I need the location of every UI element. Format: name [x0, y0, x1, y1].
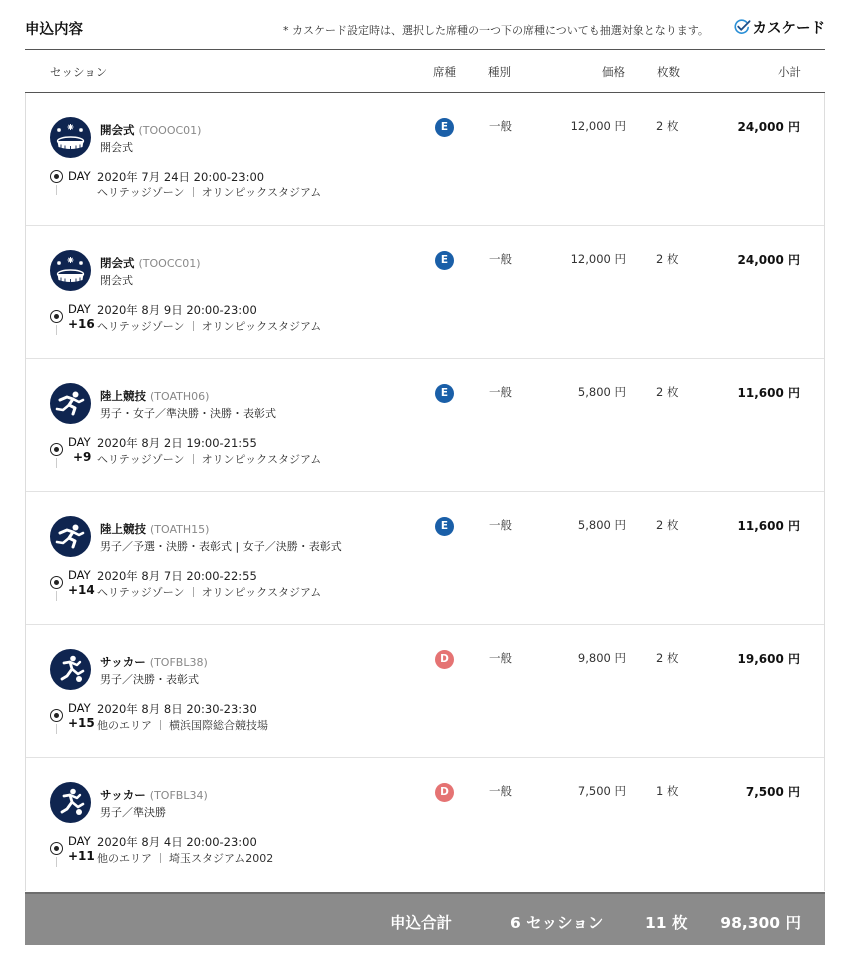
venue-zone: ヘリテッジゾーン	[97, 586, 185, 599]
cascade-label: カスケード	[752, 20, 825, 37]
venue-separator	[193, 454, 194, 464]
ticket-qty: 2 枚	[656, 651, 679, 665]
session-venue	[97, 451, 321, 467]
session-name	[100, 787, 208, 803]
application-table	[25, 93, 825, 891]
summary-sessions: 6 セッション	[510, 914, 604, 932]
ticket-qty: 1 枚	[656, 784, 679, 798]
venue-zone: ヘリテッジゾーン	[97, 453, 185, 466]
day-offset: +9	[73, 450, 92, 464]
football-icon	[50, 649, 91, 690]
row-subtotal: 11,600 円	[737, 519, 800, 533]
athletics-icon	[50, 383, 91, 424]
session-name	[100, 654, 208, 670]
session-datetime: 2020年 8月 4日 20:00-23:00	[97, 835, 257, 849]
session-description: 男子／準決勝	[100, 806, 166, 819]
seat-badge: E	[435, 118, 454, 137]
cascade-note: * カスケード設定時は、選択した席種の一つ下の席種についても抽選対象となります。	[283, 24, 709, 37]
ticket-price: 12,000 円	[570, 252, 626, 266]
day-offset: +15	[68, 716, 95, 730]
venue-separator	[160, 720, 161, 730]
session-name	[100, 388, 209, 404]
seat-badge: E	[435, 251, 454, 270]
col-qty: 枚数	[657, 65, 680, 79]
session-code: (TOOCC01)	[138, 257, 201, 270]
ticket-type: 一般	[489, 651, 512, 665]
session-description: 開会式	[100, 141, 133, 154]
session-radio[interactable]	[50, 842, 63, 855]
session-title: 閉会式	[100, 256, 135, 270]
day-offset: +14	[68, 583, 95, 597]
table-row	[26, 93, 824, 226]
session-name	[100, 122, 201, 138]
ticket-qty: 2 枚	[656, 252, 679, 266]
session-venue	[97, 717, 268, 733]
venue-separator	[193, 321, 194, 331]
day-label: DAY	[68, 568, 91, 582]
ticket-price: 12,000 円	[570, 119, 626, 133]
session-radio[interactable]	[50, 443, 63, 456]
col-seat: 席種	[433, 65, 456, 79]
session-datetime: 2020年 8月 8日 20:30-23:30	[97, 702, 257, 716]
table-row	[26, 625, 824, 758]
session-title: サッカー	[100, 788, 146, 802]
row-subtotal: 24,000 円	[737, 120, 800, 134]
session-code: (TOFBL34)	[149, 789, 208, 802]
session-datetime: 2020年 7月 24日 20:00-23:00	[97, 170, 265, 184]
ticket-qty: 2 枚	[656, 119, 679, 133]
venue-name: オリンピックスタジアム	[201, 453, 322, 466]
session-name	[100, 521, 209, 537]
session-radio[interactable]	[50, 576, 63, 589]
col-session: セッション	[50, 65, 108, 79]
venue-name: オリンピックスタジアム	[201, 320, 322, 333]
football-icon	[50, 782, 91, 823]
radio-tick	[56, 857, 57, 867]
row-subtotal: 24,000 円	[737, 253, 800, 267]
summary-label: 申込合計	[390, 914, 453, 932]
ticket-type: 一般	[489, 518, 512, 532]
summary-total: 98,300 円	[720, 914, 801, 932]
cascade-toggle[interactable]	[733, 17, 826, 37]
session-radio[interactable]	[50, 170, 63, 183]
ceremony-icon	[50, 117, 91, 158]
day-label: DAY	[68, 701, 91, 715]
day-label: DAY	[68, 169, 91, 183]
session-datetime: 2020年 8月 2日 19:00-21:55	[97, 436, 257, 450]
session-radio[interactable]	[50, 709, 63, 722]
session-description: 男子／予選・決勝・表彰式 | 女子／決勝・表彰式	[100, 540, 342, 553]
ticket-type: 一般	[489, 119, 512, 133]
session-code: (TOFBL38)	[149, 656, 208, 669]
session-name	[100, 255, 201, 271]
ticket-qty: 2 枚	[656, 518, 679, 532]
row-subtotal: 7,500 円	[745, 785, 800, 799]
radio-tick	[56, 591, 57, 601]
page-title: 申込内容	[25, 22, 83, 38]
ticket-type: 一般	[489, 252, 512, 266]
venue-name: オリンピックスタジアム	[201, 586, 322, 599]
row-subtotal: 19,600 円	[737, 652, 800, 666]
venue-zone: ヘリテッジゾーン	[97, 320, 185, 333]
summary-bar	[25, 892, 825, 945]
ticket-qty: 2 枚	[656, 385, 679, 399]
session-description: 男子・女子／準決勝・決勝・表彰式	[100, 407, 276, 420]
seat-badge: D	[435, 650, 454, 669]
table-row	[26, 758, 824, 891]
day-label: DAY	[68, 834, 91, 848]
session-code: (TOATH06)	[150, 390, 210, 403]
venue-separator	[193, 187, 194, 197]
table-row	[26, 492, 824, 625]
radio-tick	[56, 185, 57, 195]
seat-badge: E	[435, 517, 454, 536]
session-title: 開会式	[100, 123, 135, 137]
check-icon	[733, 18, 751, 36]
venue-separator	[193, 587, 194, 597]
radio-tick	[56, 325, 57, 335]
session-radio[interactable]	[50, 310, 63, 323]
header	[25, 0, 825, 50]
table-row	[26, 226, 824, 359]
session-description: 閉会式	[100, 274, 133, 287]
session-code: (TOOOC01)	[138, 124, 202, 137]
session-venue	[97, 184, 321, 200]
session-title: 陸上競技	[100, 389, 146, 403]
column-header	[25, 50, 825, 93]
session-title: 陸上競技	[100, 522, 146, 536]
seat-badge: D	[435, 783, 454, 802]
ticket-price: 5,800 円	[577, 385, 626, 399]
day-label: DAY	[68, 435, 91, 449]
seat-badge: E	[435, 384, 454, 403]
venue-zone: ヘリテッジゾーン	[97, 186, 185, 199]
ceremony-icon	[50, 250, 91, 291]
venue-zone: 他のエリア	[97, 719, 152, 732]
ticket-price: 9,800 円	[577, 651, 626, 665]
table-row	[26, 359, 824, 492]
col-subtotal: 小計	[778, 65, 801, 79]
athletics-icon	[50, 516, 91, 557]
session-code: (TOATH15)	[150, 523, 210, 536]
venue-separator	[160, 853, 161, 863]
venue-name: 埼玉スタジアム2002	[169, 852, 274, 865]
col-type: 種別	[488, 65, 511, 79]
venue-zone: 他のエリア	[97, 852, 152, 865]
session-venue	[97, 850, 273, 866]
row-subtotal: 11,600 円	[737, 386, 800, 400]
session-datetime: 2020年 8月 7日 20:00-22:55	[97, 569, 257, 583]
ticket-price: 5,800 円	[577, 518, 626, 532]
session-datetime: 2020年 8月 9日 20:00-23:00	[97, 303, 257, 317]
day-offset: +11	[68, 849, 95, 863]
session-venue	[97, 318, 321, 334]
ticket-type: 一般	[489, 385, 512, 399]
session-description: 男子／決勝・表彰式	[100, 673, 199, 686]
day-label: DAY	[68, 302, 91, 316]
summary-tickets: 11 枚	[645, 914, 688, 932]
session-venue	[97, 584, 321, 600]
venue-name: 横浜国際総合競技場	[169, 719, 268, 732]
radio-tick	[56, 724, 57, 734]
ticket-price: 7,500 円	[577, 784, 626, 798]
venue-name: オリンピックスタジアム	[201, 186, 322, 199]
col-price: 価格	[602, 65, 625, 79]
day-offset: +16	[68, 317, 95, 331]
radio-tick	[56, 458, 57, 468]
ticket-type: 一般	[489, 784, 512, 798]
session-title: サッカー	[100, 655, 146, 669]
